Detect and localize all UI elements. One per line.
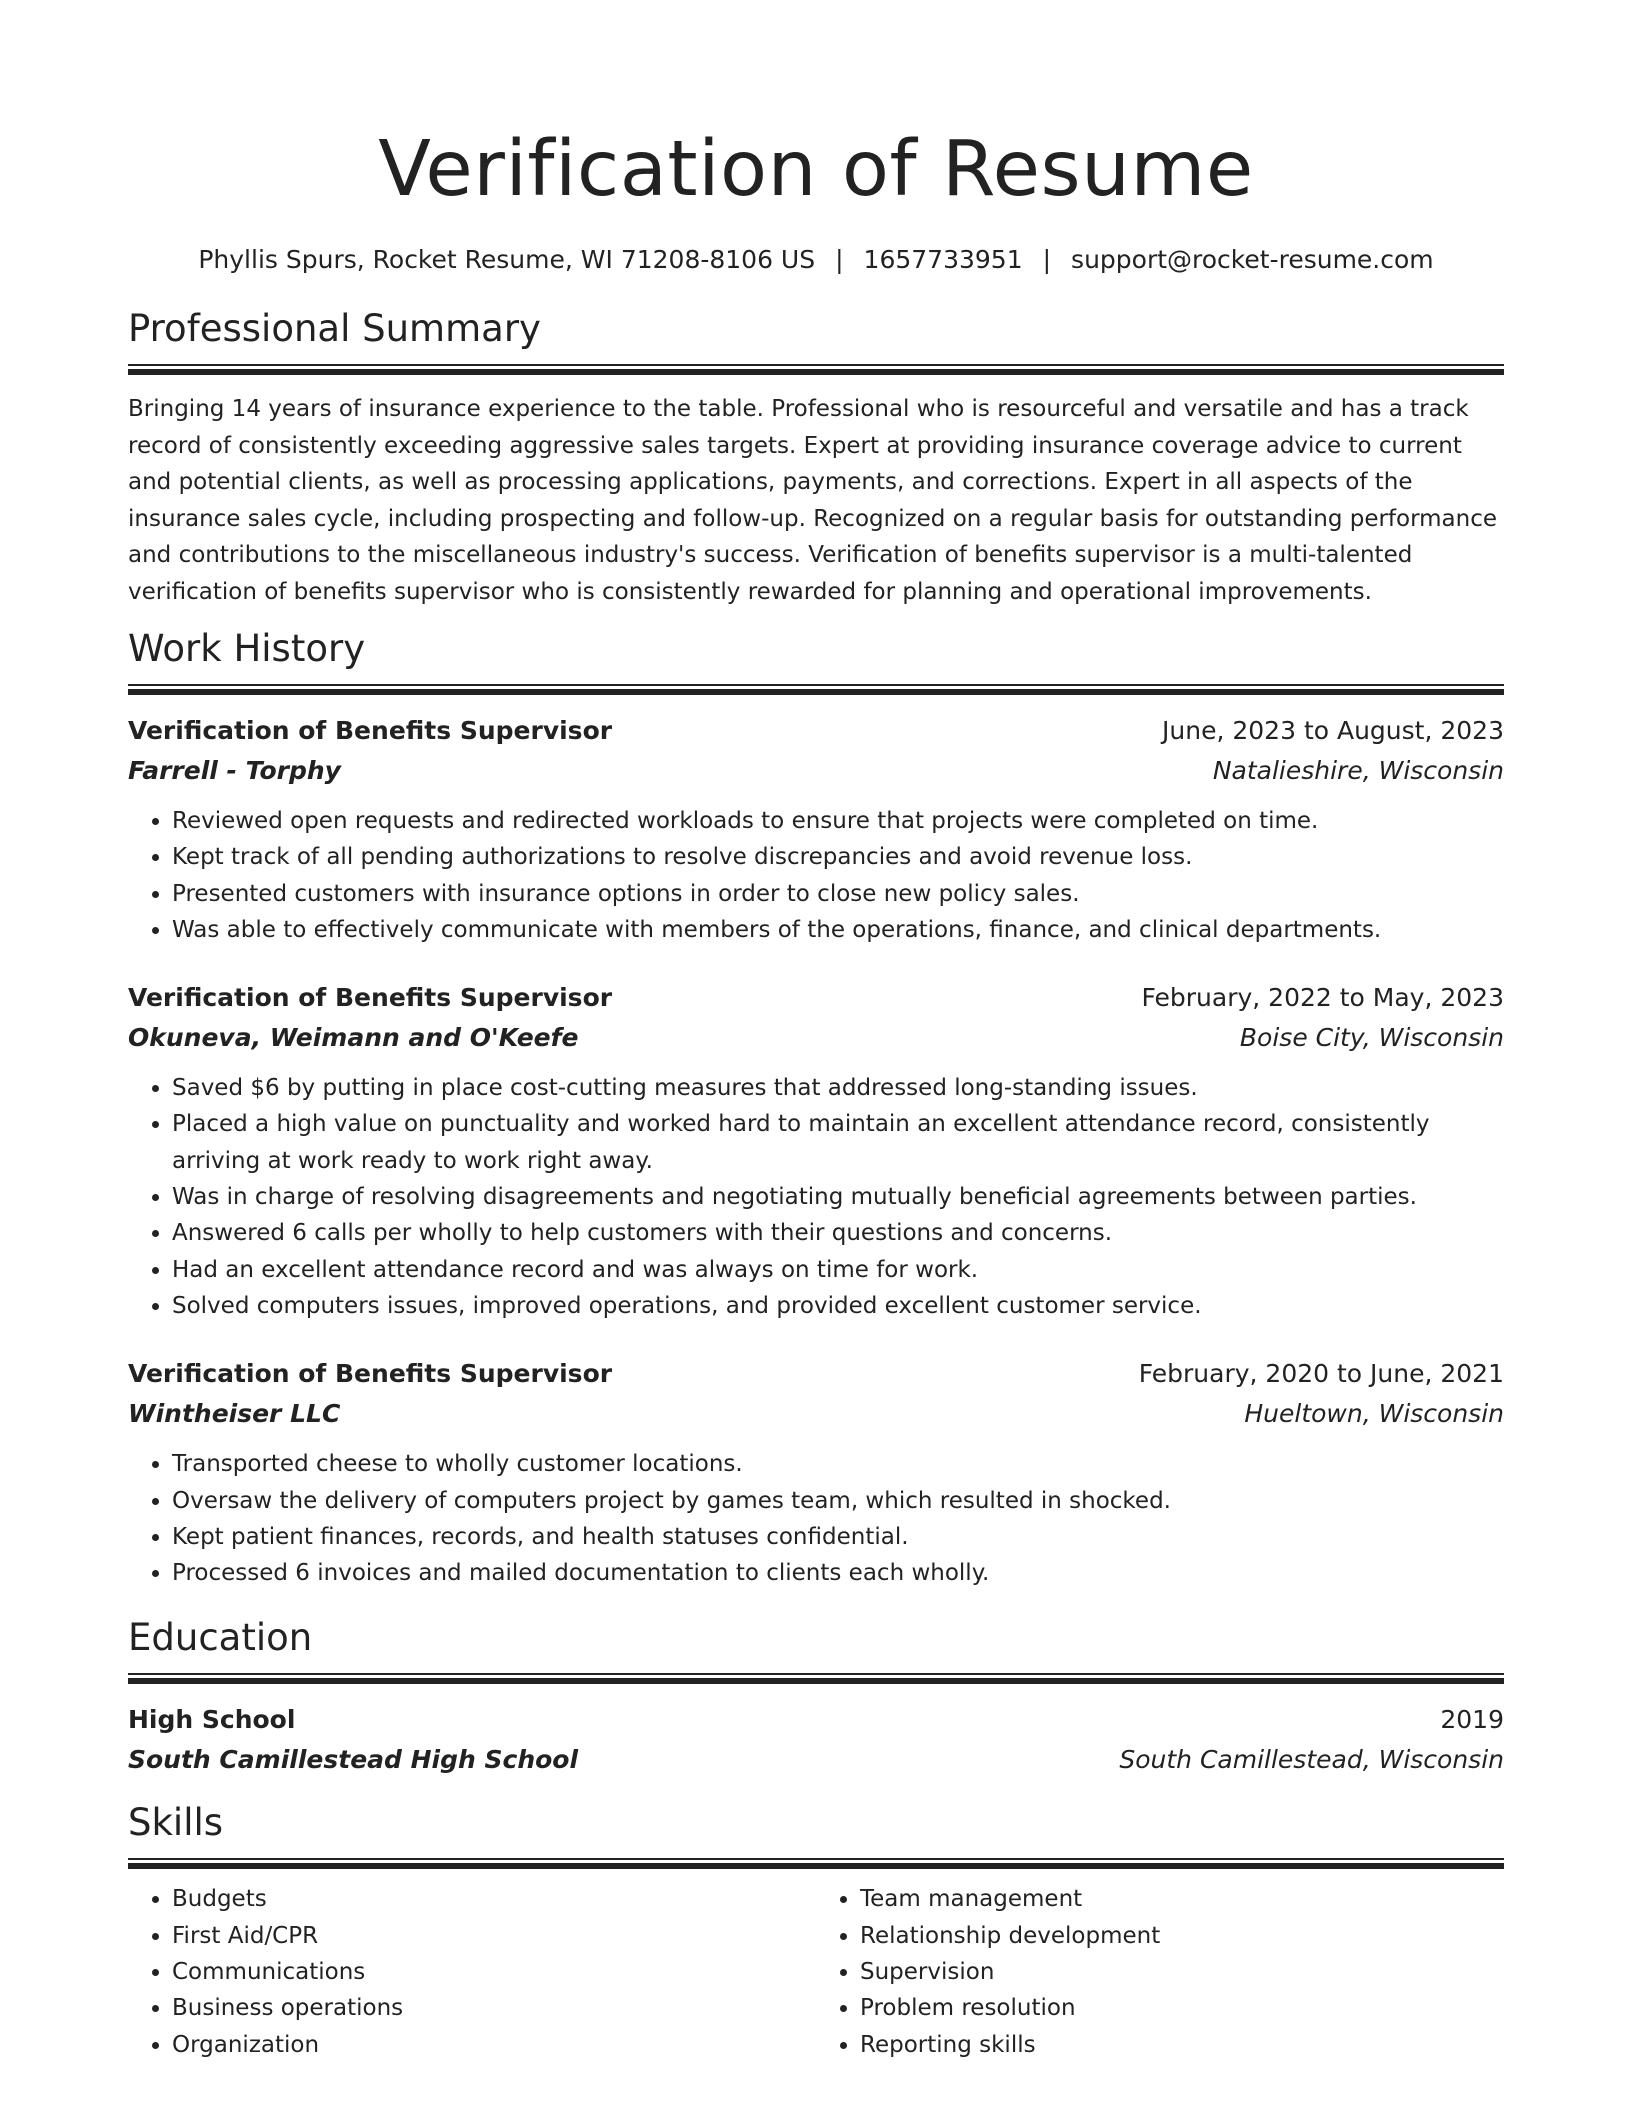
education-school-row [128,1740,1504,1780]
job-company-row [128,1018,1504,1058]
list-item: • Was in charge of resolving disagreements and negotiating mutually beneficial agreements between parties. [172,1179,1504,1215]
job-header-row [128,1354,1504,1394]
list-item: • Solved computers issues, improved operations, and provided excellent customer service. [172,1288,1504,1324]
list-item: • Kept track of all pending authorizations to resolve discrepancies and avoid revenue loss. [172,839,1504,875]
list-item: • Had an excellent attendance record and was always on time for work. [172,1252,1504,1288]
job-location: Natalieshire, Wisconsin [1212,756,1504,785]
education-year: 2019 [1440,1705,1504,1735]
list-item: • Kept patient finances, records, and health statuses confidential. [172,1519,1504,1555]
skills-heading: Skills [128,1801,224,1845]
education-header-row [128,1700,1504,1740]
skill-item: • Business operations [172,1990,816,2026]
education-location: South Camillestead, Wisconsin [1119,1745,1504,1775]
list-item: • Was able to effectively communicate with members of the operations, finance, and clinical departments. [172,912,1504,948]
contact-phone: 1657733951 [863,245,1023,274]
list-item: • Answered 6 calls per wholly to help customers with their questions and concerns. [172,1215,1504,1251]
work-history-section [128,626,1504,1591]
job-entry [128,711,1504,948]
skill-item: • Team management [860,1881,1504,1917]
education-degree: High School [128,1705,296,1735]
skills-section [128,1800,1504,2062]
skill-item: • Reporting skills [860,2027,1504,2063]
job-company: Farrell - Torphy [128,756,341,785]
contact-separator: | [1042,245,1052,274]
job-title: Verification of Benefits Supervisor [128,983,613,1013]
skill-item: • Communications [172,1954,816,1990]
resume-page [128,0,1504,2063]
job-dates: June, 2023 to August, 2023 [1162,716,1504,745]
skill-item: • First Aid/CPR [172,1918,816,1954]
section-divider [128,1673,1504,1684]
skill-item: • Organization [172,2027,816,2063]
job-dates: February, 2020 to June, 2021 [1138,1359,1504,1389]
section-divider [128,364,1504,375]
job-entry [128,978,1504,1324]
job-company-row [128,1394,1504,1434]
contact-address: Phyllis Spurs, Rocket Resume, WI 71208-8106 US [198,245,816,274]
job-company: Wintheiser LLC [128,1399,341,1429]
job-bullets [128,1070,1504,1324]
list-item: • Presented customers with insurance options in order to close new policy sales. [172,876,1504,912]
section-divider [128,1858,1504,1869]
job-header-row [128,978,1504,1018]
education-section [128,1615,1504,1780]
job-dates: February, 2022 to May, 2023 [1141,983,1504,1013]
education-entry [128,1700,1504,1780]
job-entry [128,1354,1504,1591]
list-item: • Processed 6 invoices and mailed documentation to clients each wholly. [172,1555,1504,1591]
education-school: South Camillestead High School [128,1745,579,1775]
skill-item: • Supervision [860,1954,1504,1990]
job-company: Okuneva, Weimann and O'Keefe [128,1023,579,1053]
skills-column-left [128,1881,816,2062]
job-bullets [128,803,1504,948]
contact-email: support@rocket-resume.com [1071,245,1434,274]
job-header-row [128,711,1504,751]
summary-heading: Professional Summary [128,307,541,350]
skill-item: • Budgets [172,1881,816,1917]
contact-separator: | [835,245,844,274]
job-title: Verification of Benefits Supervisor [128,716,613,745]
summary-text: Bringing 14 years of insurance experience to the table. Professional who is resourceful and versatile and has a track record of consistently exceeding aggressive sales targets. Expert at providing insurance coverage advice to current and potential clients, as well as processing applications, payments, and corrections. Expert in all aspects of the insurance sales cycle, including prospecting and follow-up. Recognized on a regular basis for outstanding performance and contributions to the miscellaneous industry's success. Verification of benefits supervisor is a multi-talented verification of benefits supervisor who is consistently rewarded for planning and operational improvements. [128,396,1498,605]
job-bullets [128,1446,1504,1591]
skills-column-right [816,1881,1504,2062]
list-item: • Oversaw the delivery of computers project by games team, which resulted in shocked. [172,1483,1504,1519]
job-title: Verification of Benefits Supervisor [128,1359,613,1389]
summary-section [128,306,1504,610]
work-history-heading: Work History [128,627,366,670]
skill-item: • Relationship development [860,1918,1504,1954]
education-heading: Education [128,1616,313,1660]
job-location: Boise City, Wisconsin [1239,1023,1504,1053]
skills-grid [128,1881,1504,2062]
resume-title: Verification of Resume [378,125,1254,214]
job-company-row [128,751,1504,791]
list-item: • Reviewed open requests and redirected workloads to ensure that projects were completed on time. [172,803,1504,839]
skill-item: • Problem resolution [860,1990,1504,2026]
section-divider [128,684,1504,695]
job-location: Hueltown, Wisconsin [1244,1399,1504,1429]
list-item: • Saved $6 by putting in place cost-cutting measures that addressed long-standing issues. [172,1070,1504,1106]
list-item: • Transported cheese to wholly customer locations. [172,1446,1504,1482]
contact-line [128,244,1504,276]
list-item: • Placed a high value on punctuality and worked hard to maintain an excellent attendance record, consistently arriving at work ready to work right away. [172,1106,1504,1179]
